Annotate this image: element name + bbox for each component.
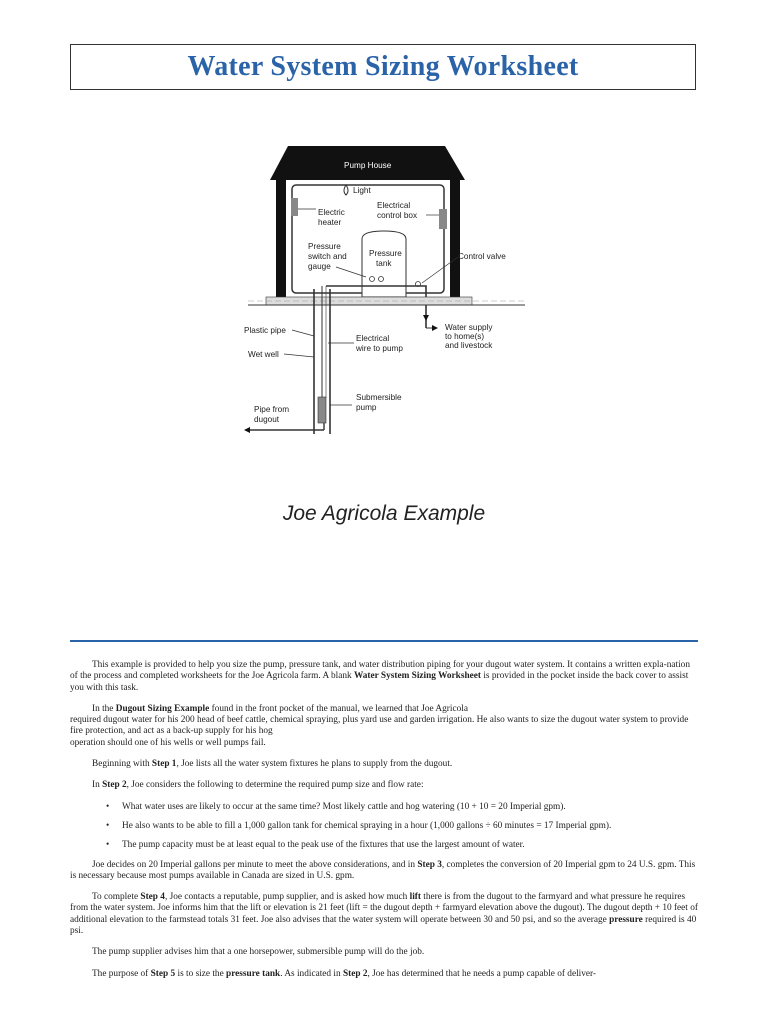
submersible-label-1: Submersible — [356, 393, 402, 402]
pressure-tank-label-1: Pressure — [369, 249, 402, 258]
list-item: • What water uses are likely to occur at the same time? Most likely cattle and hog watering (10 + 10 = 20 Imperial gpm). — [106, 801, 566, 812]
submersible-label-2: pump — [356, 403, 377, 412]
control-valve-label: Control valve — [458, 252, 506, 261]
paragraph-intro: This example is provided to help you size the pump, pressure tank, and water distribution piping for your dugout water system. It contains a written expla-nation of the process and completed worksheets for the Joe Agricola farm. A blank Water System Sizing Worksheet is provided in the pocket inside the back cover to assist you with this task. — [70, 660, 690, 693]
water-supply-label-1: Water supply — [445, 323, 493, 332]
pressure-switch-label-1: Pressure — [308, 242, 341, 251]
pump-house-diagram — [240, 143, 530, 443]
section-divider — [70, 640, 698, 642]
pipe-from-label-1: Pipe from — [254, 405, 290, 414]
water-supply-label-2: to home(s) — [445, 332, 485, 341]
paragraph-dugout: In the Dugout Sizing Example found in the front pocket of the manual, we learned that Joe Agricola required dugout water for his 200 head of beef cattle, chemical spraying, plus yard use and garden irrigation. He also wants to size the dugout water system to provide fire protection, and act as a back-up supply for his hog operation should one of his wells or well pumps fail. — [70, 703, 689, 748]
dugout-arrow-icon — [244, 427, 250, 433]
pump-house-label: Pump House — [344, 161, 392, 170]
list-item: • He also wants to be able to fill a 1,000 gallon tank for chemical spraying in a hour (1,000 gallons ÷ 60 minutes = 17 Imperial gpm). — [106, 820, 612, 831]
control-box-label-2: control box — [377, 211, 418, 220]
pressure-tank-label-2: tank — [376, 259, 392, 268]
control-box-icon — [439, 209, 447, 229]
house-wall-left — [276, 180, 286, 300]
light-icon — [344, 185, 348, 195]
plastic-pipe-label: Plastic pipe — [244, 326, 286, 335]
control-box-label-1: Electrical — [377, 201, 411, 210]
submersible-pump-icon — [318, 397, 326, 423]
title-box — [70, 44, 696, 90]
pressure-switch-label-3: gauge — [308, 262, 331, 271]
considerations-list — [70, 802, 698, 852]
body-text — [70, 660, 698, 990]
electrical-wire-label-1: Electrical — [356, 334, 390, 343]
paragraph-step1: Beginning with Step 1, Joe lists all the water system fixtures he plans to supply from the dugout. — [92, 759, 453, 770]
wet-well-label: Wet well — [248, 350, 279, 359]
pipe-from-label-2: dugout — [254, 415, 280, 424]
light-label: Light — [353, 186, 371, 195]
pressure-switch-label-2: switch and — [308, 252, 347, 261]
gauge-icon — [370, 277, 375, 282]
electric-heater-label-2: heater — [318, 218, 342, 227]
electric-heater-label-1: Electric — [318, 208, 345, 217]
page-title: Water System Sizing Worksheet — [187, 51, 579, 82]
example-subtitle: Joe Agricola Example — [282, 502, 486, 525]
electric-heater-icon — [291, 198, 298, 216]
house-wall-right — [450, 180, 460, 300]
list-item: • The pump capacity must be at least equal to the peak use of the fixtures that use the largest amount of water. — [106, 840, 525, 851]
paragraph-step3: Joe decides on 20 Imperial gallons per minute to meet the above considerations, and in Step 3, completes the conversion of 20 Imperial gpm to 24 U.S. gpm. This is necessary because most pumps available in Canada are sized in U.S. gpm. — [70, 859, 696, 881]
electrical-wire-label-2: wire to pump — [356, 344, 403, 353]
paragraph-step4: To complete Step 4, Joe contacts a reputable, pump supplier, and is asked how much lift there is from the dugout to the farmyard and what pressure he requires from the water system. Joe informs him that the lift or elevation is 21 feet (lift = the dugout depth + farmyard elevation above the dugout). The dugout depth + 10 feet of additional elevation to the farmstead totals 31 feet. Joe also advises that the water system will operate between 30 and 50 psi, and so the average pressure required is 40 psi. — [70, 892, 698, 937]
paragraph-step2: In Step 2, Joe considers the following to determine the required pump size and flow rate: — [92, 780, 424, 791]
paragraph-pump-advice: The pump supplier advises him that a one horsepower, submersible pump will do the job. — [92, 947, 425, 958]
paragraph-step5: The purpose of Step 5 is to size the pressure tank. As indicated in Step 2, Joe has determined that he needs a pump capable of deliver- — [92, 968, 597, 979]
supply-arrow-icon — [432, 325, 438, 331]
water-supply-label-3: and livestock — [445, 341, 493, 350]
